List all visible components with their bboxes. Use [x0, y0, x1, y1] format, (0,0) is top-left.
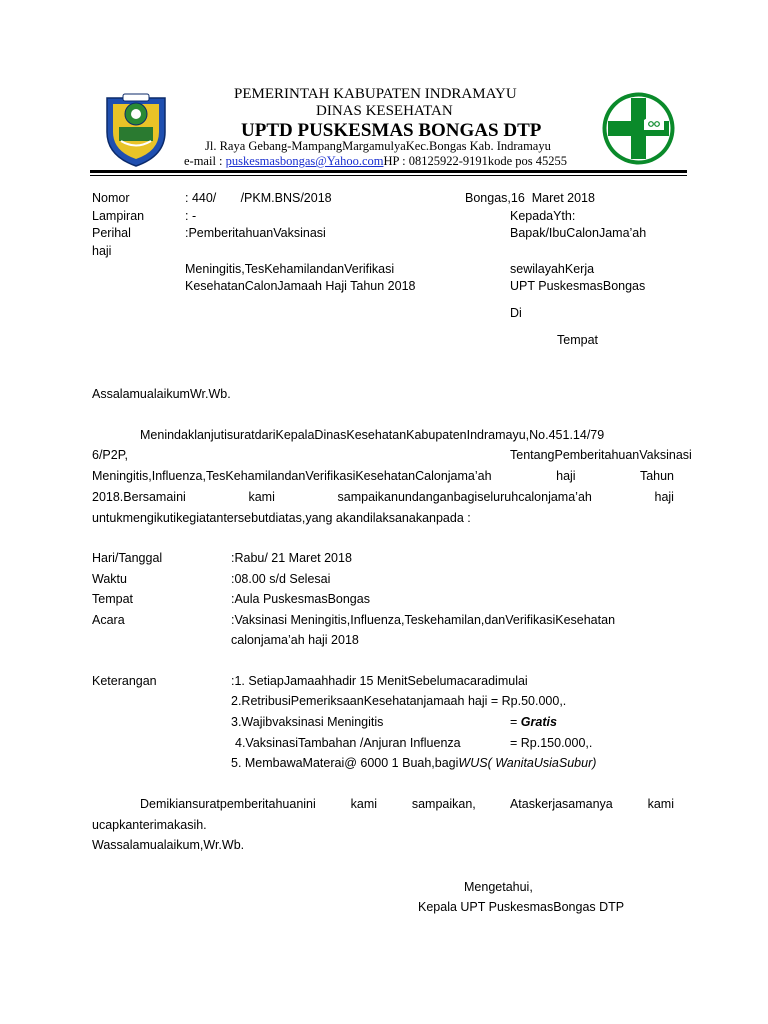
- header-line-1: PEMERINTAH KABUPATEN INDRAMAYU: [234, 86, 517, 102]
- recipient-line-6: Tempat: [557, 333, 598, 347]
- header-address: Jl. Raya Gebang-MampangMargamulyaKec.Bongas Kab. Indramayu: [205, 139, 551, 153]
- signature-line-2: Kepala UPT PuskesmasBongas DTP: [418, 900, 625, 914]
- hari-value: :Rabu/ 21 Maret 2018: [231, 551, 352, 565]
- signature-line-1: Mengetahui,: [464, 880, 533, 894]
- note-item-2: 2.RetribusiPemeriksaanKesehatanjamaah haji = Rp.50.000,.: [231, 694, 567, 708]
- closing-w3: sampaikan,: [411, 797, 476, 811]
- waktu-value: :08.00 s/d Selesai: [231, 572, 331, 586]
- acara-label: Acara: [92, 613, 125, 627]
- email-label: e-mail :: [184, 154, 226, 168]
- header-divider-thin: [90, 175, 687, 176]
- note-item-1: :1. SetiapJamaahhadir 15 MenitSebelumacaradimulai: [231, 674, 528, 688]
- note-item-5: [231, 753, 596, 773]
- waktu-label: Waktu: [92, 572, 127, 586]
- note-item-5-text: 5. MembawaMaterai@ 6000 1 Buah,bagi: [231, 756, 459, 770]
- tempat-value: :Aula PuskesmasBongas: [231, 592, 370, 606]
- perihal-label: Perihal: [92, 226, 131, 240]
- left-emblem-icon: [101, 90, 171, 168]
- intro-line-3: [92, 466, 674, 486]
- intro-line-2b: TentangPemberitahuanVaksinasi: [510, 448, 692, 462]
- intro-line-5: untukmengikutikegiatantersebutdiatas,yang akandilaksanakanpada :: [92, 511, 471, 525]
- lampiran-value: : -: [185, 209, 197, 223]
- closing-line-1: [140, 794, 674, 814]
- acara-cont: calonjama’ah haji 2018: [231, 633, 359, 647]
- intro-line-4-w1: 2018.Bersamaini: [92, 490, 186, 504]
- keterangan-label: Keterangan: [92, 674, 157, 688]
- hari-label: Hari/Tanggal: [92, 551, 163, 565]
- intro-line-3-w2: haji: [556, 469, 576, 483]
- phone-postal: HP : 08125922-9191kode pos 45255: [383, 154, 568, 168]
- recipient-line-3: sewilayahKerja: [510, 262, 595, 276]
- intro-line-4-w4: haji: [654, 490, 674, 504]
- note-item-3-gratis: Gratis: [520, 715, 557, 729]
- acara-value: :Vaksinasi Meningitis,Influenza,Teskehamilan,danVerifikasiKesehatan: [231, 613, 616, 627]
- intro-line-4-w2: kami: [248, 490, 275, 504]
- intro-line-3-w1: Meningitis,Influenza,TesKehamilandanVerifikasiKesehatanCalonjama’ah: [92, 469, 492, 483]
- email-link[interactable]: puskesmasbongas@Yahoo.com: [225, 154, 384, 168]
- intro-line-4-w3: sampaikanundanganbagiseluruhcalonjama’ah: [337, 490, 592, 504]
- closing-w4: Ataskerjasamanya: [509, 797, 613, 811]
- closing-w5: kami: [647, 797, 674, 811]
- recipient-line-2: Bapak/IbuCalonJama’ah: [510, 226, 647, 240]
- perihal-cont: haji: [92, 244, 112, 258]
- right-logo-icon: [600, 90, 677, 167]
- note-item-5-italic: WUS( WanitaUsiaSubur): [458, 756, 597, 770]
- intro-line-4: [92, 487, 674, 507]
- tempat-label: Tempat: [92, 592, 133, 606]
- intro-line-2a: 6/P2P,: [92, 448, 128, 462]
- header-line-2: DINAS KESEHATAN: [316, 103, 453, 119]
- greeting: AssalamualaikumWr.Wb.: [92, 387, 231, 401]
- closing-w2: kami: [350, 797, 378, 811]
- recipient-line-4: UPT PuskesmasBongas: [510, 279, 646, 293]
- header-divider-thick: [90, 170, 687, 173]
- closing-line-3: Wassalamualaikum,Wr.Wb.: [92, 838, 245, 852]
- recipient-line-1: KepadaYth:: [510, 209, 576, 223]
- note-item-4: 4.VaksinasiTambahan /Anjuran Influenza: [235, 736, 461, 750]
- header-contact: [184, 154, 567, 169]
- perihal-line-2: Meningitis,TesKehamilandanVerifikasi: [185, 262, 395, 276]
- nomor-label: Nomor: [92, 191, 130, 205]
- perihal-line-3: KesehatanCalonJamaah Haji Tahun 2018: [185, 279, 416, 293]
- lampiran-label: Lampiran: [92, 209, 145, 223]
- closing-w1: Demikiansuratpemberitahuanini: [140, 797, 316, 811]
- closing-line-2: ucapkanterimakasih.: [92, 818, 207, 832]
- letter-date: Bongas,16 Maret 2018: [465, 191, 595, 205]
- intro-line-1: MenindaklanjutisuratdariKepalaDinasKesehatanKabupatenIndramayu,No.451.14/79: [140, 428, 605, 442]
- note-item-3-value: [510, 712, 557, 732]
- nomor-value: : 440/ /PKM.BNS/2018: [185, 191, 332, 205]
- intro-line-3-w3: Tahun: [639, 469, 674, 483]
- note-item-3-eq: =: [510, 715, 521, 729]
- note-item-3: 3.Wajibvaksinasi Meningitis: [231, 715, 384, 729]
- recipient-line-5: Di: [510, 306, 522, 320]
- perihal-value: :PemberitahuanVaksinasi: [185, 226, 326, 240]
- note-item-4-value: = Rp.150.000,.: [510, 736, 593, 750]
- header-title: UPTD PUSKESMAS BONGAS DTP: [241, 120, 542, 141]
